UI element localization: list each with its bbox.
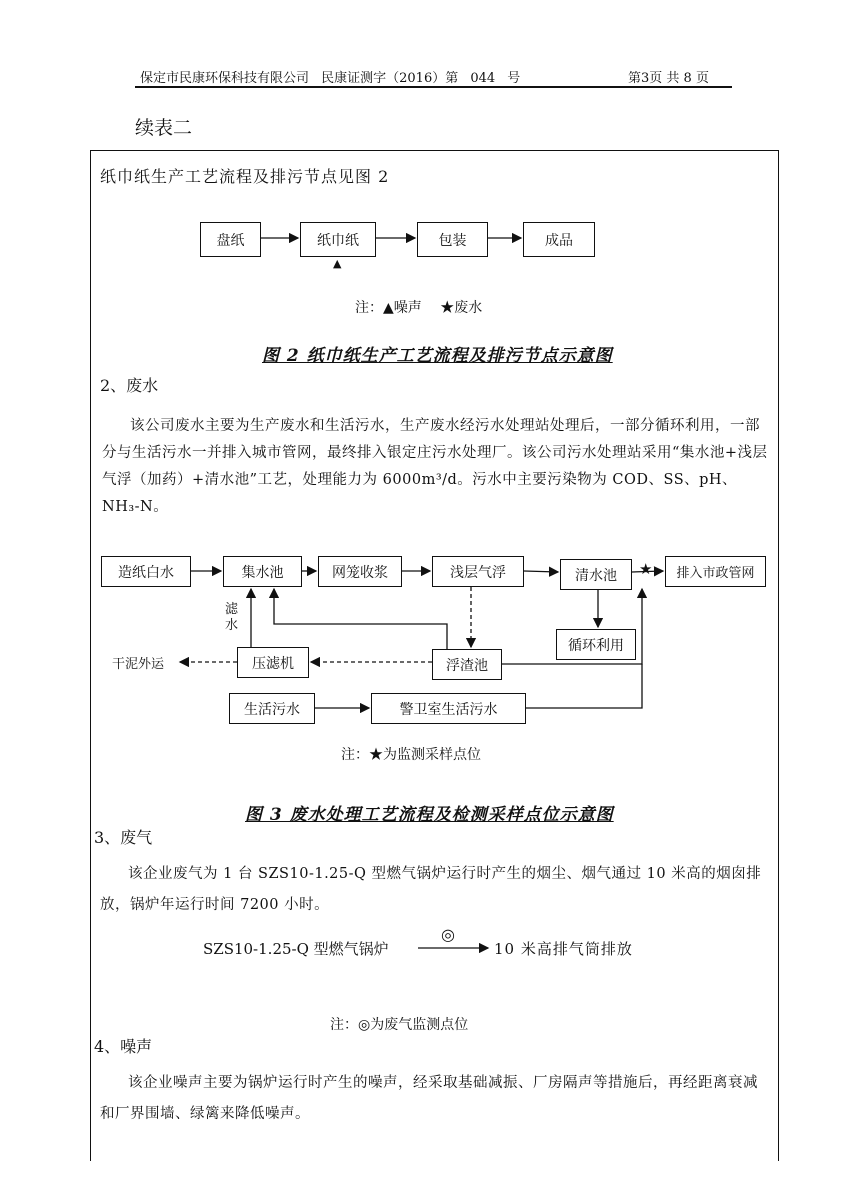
ww-box-net-cage: 网笼收浆 <box>318 556 402 587</box>
exhaust-paragraph: 该企业废气为 1 台 SZS10-1.25-Q 型燃气锅炉运行时产生的烟尘、烟气通过 10 米高的烟囱排放，锅炉年运行时间 7200 小时。 <box>100 866 762 913</box>
flow-box-tissue: 纸巾纸 <box>300 222 376 257</box>
flow-box-pack: 包装 <box>417 222 488 257</box>
ww-box-clear-pool: 清水池 <box>560 559 632 590</box>
ww-box-collect-pool: 集水池 <box>223 556 302 587</box>
exhaust-heading: 3、废气 <box>94 828 153 847</box>
outlet-label: 10 米高排气筒排放 <box>494 940 633 958</box>
dry-mud-label: 干泥外运 <box>112 657 165 672</box>
noise-heading: 4、噪声 <box>94 1037 153 1056</box>
ww-box-domestic: 生活污水 <box>229 693 315 724</box>
ww-box-to-network: 排入市政管网 <box>665 556 766 587</box>
wastewater-paragraph: 该公司废水主要为生产废水和生活污水，生产废水经污水处理站处理后，一部分循环利用，一部分与生活污水一并排入城市管网，最终排入银定庄污水处理厂。该公司污水处理站采用“集水池+浅层气浮（加药）+清水池”工艺，处理能力为 6000m³/d。污水中主要污染物为 COD、SS、pH、NH₃-N。 <box>102 418 768 515</box>
exhaust-marker: ◎ <box>441 925 455 944</box>
ww-box-white-water: 造纸白水 <box>101 556 191 587</box>
wastewater-note: 注：★为监测采样点位 <box>341 747 481 763</box>
figure-3-caption: 图 3 废水处理工艺流程及检测采样点位示意图 <box>245 805 614 825</box>
continued-title: 续表二 <box>135 117 193 139</box>
ww-box-scum-pool: 浮渣池 <box>432 649 502 680</box>
flow-box-reel: 盘纸 <box>200 222 261 257</box>
noise-paragraph: 该企业噪声主要为锅炉运行时产生的噪声，经采取基础减振、厂房隔声等措施后，再经距离衰减和厂界围墙、绿篱来降低噪声。 <box>100 1075 758 1122</box>
header-page-info: 第3页 共 8 页 <box>628 71 709 86</box>
ww-box-filter-press: 压滤机 <box>237 647 309 678</box>
exhaust-note: 注：◎为废气监测点位 <box>330 1017 469 1033</box>
noise-marker: ▲ <box>333 257 342 270</box>
filtrate-label: 滤水 <box>225 602 239 633</box>
sampling-star: ★ <box>639 560 653 578</box>
paper-note: 注：▲噪声 ★废水 <box>355 300 483 316</box>
header-company-doc: 保定市民康环保科技有限公司 民康证测字（2016）第 044 号 <box>140 71 521 86</box>
ww-box-recycle: 循环利用 <box>556 629 636 660</box>
boiler-label: SZS10-1.25-Q 型燃气锅炉 <box>203 940 389 958</box>
ww-box-flotation: 浅层气浮 <box>432 556 524 587</box>
flow-box-product: 成品 <box>523 222 595 257</box>
figure-2-caption: 图 2 纸巾纸生产工艺流程及排污节点示意图 <box>262 346 613 366</box>
paper-intro: 纸巾纸生产工艺流程及排污节点见图 2 <box>100 167 390 186</box>
ww-box-guard-domestic: 警卫室生活污水 <box>371 693 526 724</box>
wastewater-heading: 2、废水 <box>100 376 159 395</box>
